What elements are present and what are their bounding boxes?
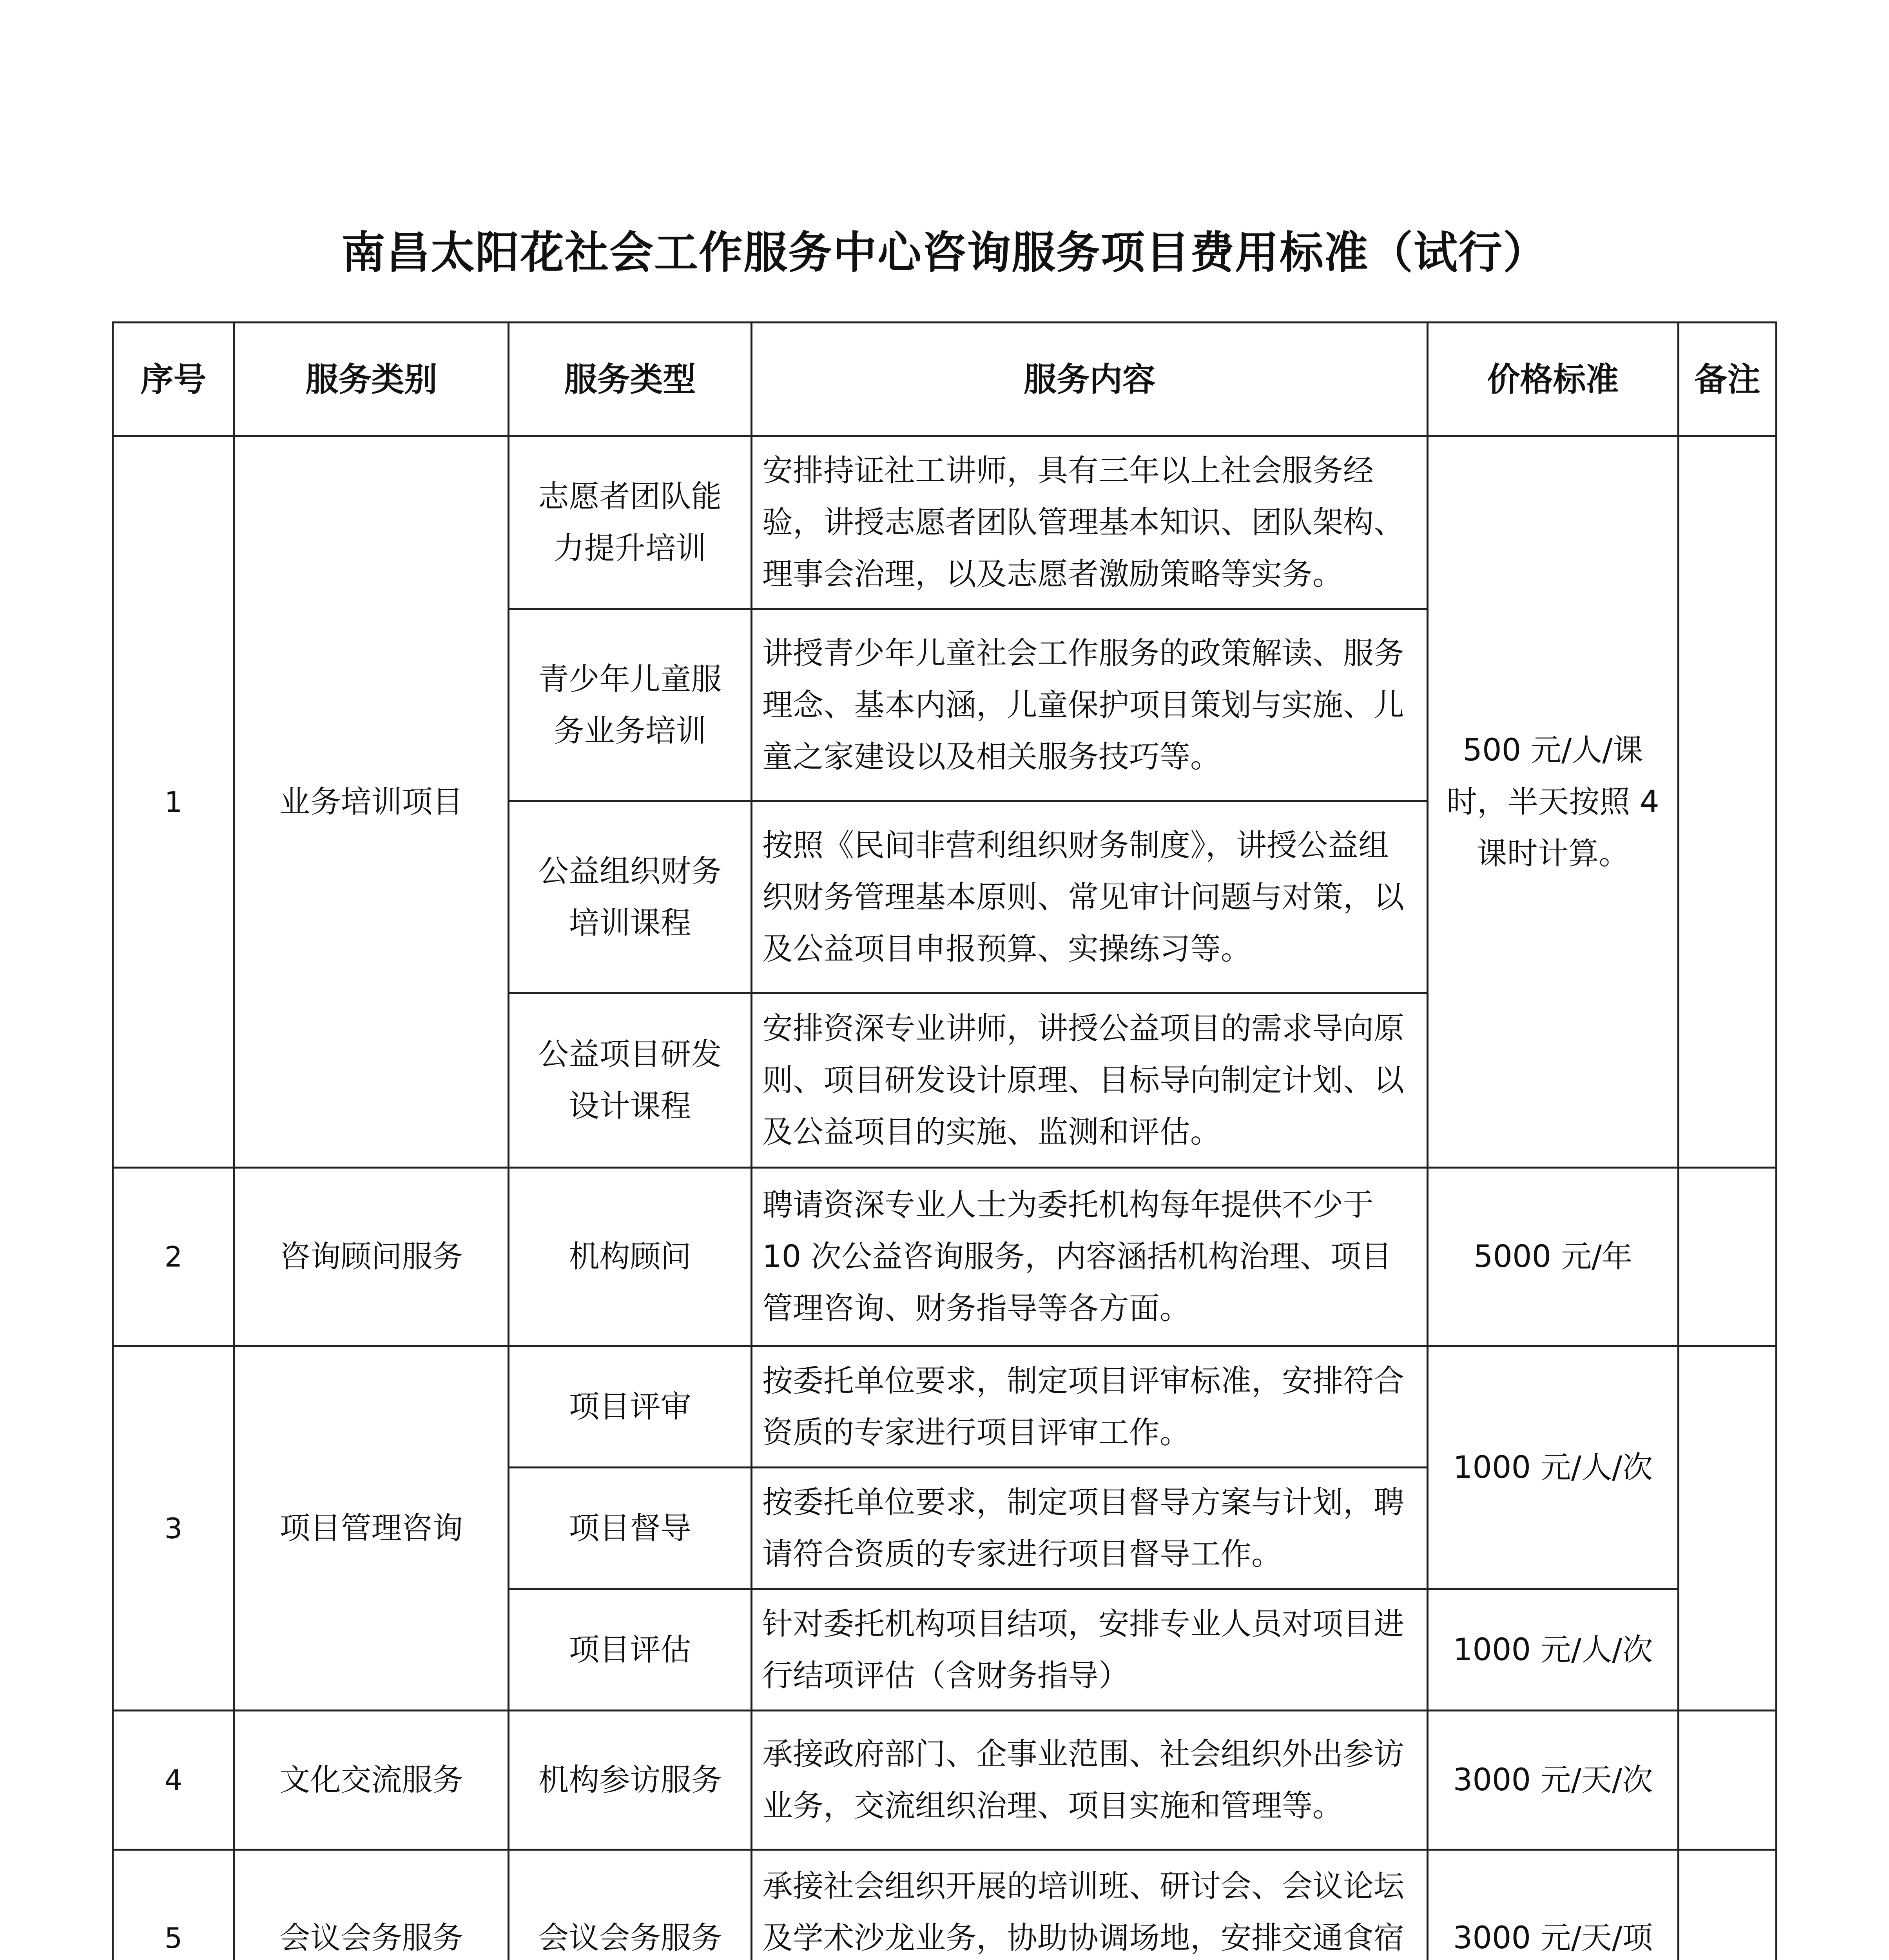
table-row [113,436,1777,609]
row-type: 项目评估 [509,1589,752,1711]
row-remark [1679,1711,1777,1850]
row-seq: 4 [113,1711,234,1850]
row-type: 机构参访服务 [509,1711,752,1850]
header-remark: 备注 [1679,323,1777,436]
row-price: 1000 元/人/次 [1428,1589,1679,1711]
table-row [113,1850,1777,1960]
row-seq: 3 [113,1346,234,1711]
row-type: 青少年儿童服务业务培训 [509,609,752,801]
row-content: 安排资深专业讲师，讲授公益项目的需求导向原则、项目研发设计原理、目标导向制定计划、以及公益项目的实施、监测和评估。 [752,993,1428,1168]
table-row [113,1168,1777,1346]
row-remark [1679,1168,1777,1346]
row-content: 承接政府部门、企事业范围、社会组织外出参访业务，交流组织治理、项目实施和管理等。 [752,1711,1428,1850]
fee-table [112,321,1777,1960]
row-type: 机构顾问 [509,1168,752,1346]
page-title: 南昌太阳花社会工作服务中心咨询服务项目费用标准（试行） [341,227,1548,278]
row-price: 3000 元/天/次 [1428,1711,1679,1850]
header-seq: 序号 [113,323,234,436]
row-type: 公益项目研发设计课程 [509,993,752,1168]
row-category: 项目管理咨询 [234,1346,509,1711]
row-type: 项目评审 [509,1346,752,1468]
row-type: 公益组织财务培训课程 [509,801,752,993]
row-content: 按委托单位要求，制定项目督导方案与计划，聘请符合资质的专家进行项目督导工作。 [752,1468,1428,1589]
row-category: 会议会务服务 [234,1850,509,1960]
row-content: 按照《民间非营利组织财务制度》，讲授公益组织财务管理基本原则、常见审计问题与对策，以及公益项目申报预算、实操练习等。 [752,801,1428,993]
row-price: 1000 元/人/次 [1428,1346,1679,1589]
row-content: 针对委托机构项目结项，安排专业人员对项目进行结项评估（含财务指导） [752,1589,1428,1711]
row-price: 3000 元/天/项 [1428,1850,1679,1960]
table-header-row [113,323,1777,436]
row-remark [1679,436,1777,1168]
row-price: 5000 元/年 [1428,1168,1679,1346]
row-content: 聘请资深专业人士为委托机构每年提供不少于 10 次公益咨询服务，内容涵括机构治理、项目管理咨询、财务指导等各方面。 [752,1168,1428,1346]
row-seq: 1 [113,436,234,1168]
table-row [113,1346,1777,1468]
header-content: 服务内容 [752,323,1428,436]
row-type: 会议会务服务 [509,1850,752,1960]
row-type: 志愿者团队能力提升培训 [509,436,752,609]
row-remark [1679,1850,1777,1960]
row-seq: 2 [113,1168,234,1346]
header-price: 价格标准 [1428,323,1679,436]
header-type: 服务类型 [509,323,752,436]
header-category: 服务类别 [234,323,509,436]
row-seq: 5 [113,1850,234,1960]
row-type: 项目督导 [509,1468,752,1589]
row-category: 业务培训项目 [234,436,509,1168]
row-content: 承接社会组织开展的培训班、研讨会、会议论坛及学术沙龙业务，协助协调场地，安排交通食宿 [752,1850,1428,1960]
row-remark [1679,1346,1777,1711]
row-price: 500 元/人/课时，半天按照 4 课时计算。 [1428,436,1679,1168]
row-content: 讲授青少年儿童社会工作服务的政策解读、服务理念、基本内涵，儿童保护项目策划与实施、儿童之家建设以及相关服务技巧等。 [752,609,1428,801]
table-row [113,1711,1777,1850]
row-category: 文化交流服务 [234,1711,509,1850]
row-category: 咨询顾问服务 [234,1168,509,1346]
row-content: 安排持证社工讲师，具有三年以上社会服务经验，讲授志愿者团队管理基本知识、团队架构、理事会治理，以及志愿者激励策略等实务。 [752,436,1428,609]
row-content: 按委托单位要求，制定项目评审标准，安排符合资质的专家进行项目评审工作。 [752,1346,1428,1468]
